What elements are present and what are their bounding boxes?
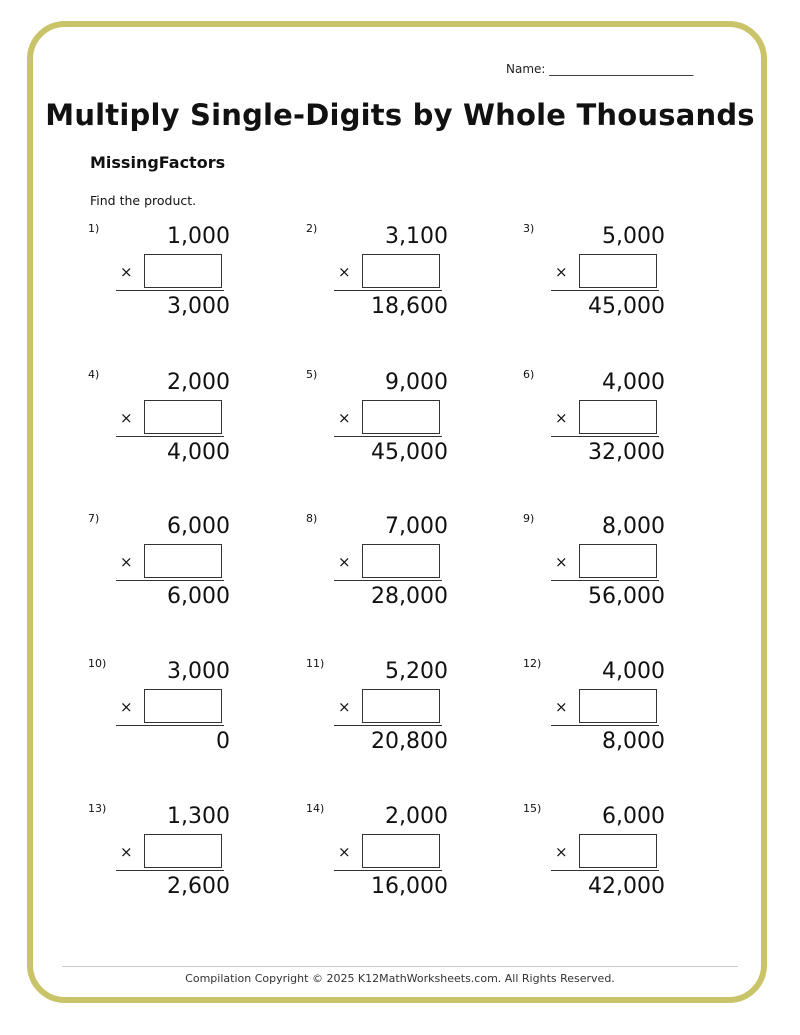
product-rule bbox=[551, 870, 659, 871]
problem-factor: 8,000 bbox=[602, 514, 665, 539]
problem-factor: 6,000 bbox=[602, 804, 665, 829]
missing-factor-box[interactable] bbox=[362, 689, 440, 723]
missing-factor-box[interactable] bbox=[362, 400, 440, 434]
problem-number: 10) bbox=[88, 657, 107, 670]
problem-item bbox=[88, 368, 288, 478]
problem-item bbox=[523, 512, 723, 622]
missing-factor-box[interactable] bbox=[144, 400, 222, 434]
problem-factor: 1,300 bbox=[167, 804, 230, 829]
missing-factor-box[interactable] bbox=[144, 254, 222, 288]
problem-product: 56,000 bbox=[588, 584, 665, 609]
multiply-sign: × bbox=[120, 409, 133, 427]
product-rule bbox=[116, 725, 224, 726]
missing-factor-box[interactable] bbox=[579, 544, 657, 578]
problem-item bbox=[523, 368, 723, 478]
problem-item bbox=[306, 802, 506, 912]
problem-number: 1) bbox=[88, 222, 100, 235]
missing-factor-box[interactable] bbox=[579, 834, 657, 868]
problem-item bbox=[88, 657, 288, 767]
problem-number: 11) bbox=[306, 657, 325, 670]
problem-number: 8) bbox=[306, 512, 318, 525]
problem-factor: 4,000 bbox=[602, 370, 665, 395]
multiply-sign: × bbox=[120, 263, 133, 281]
problem-product: 16,000 bbox=[371, 874, 448, 899]
problem-product: 0 bbox=[216, 729, 230, 754]
problem-product: 28,000 bbox=[371, 584, 448, 609]
problem-factor: 2,000 bbox=[385, 804, 448, 829]
multiply-sign: × bbox=[555, 409, 568, 427]
problem-number: 4) bbox=[88, 368, 100, 381]
product-rule bbox=[551, 725, 659, 726]
missing-factor-box[interactable] bbox=[144, 544, 222, 578]
problem-item bbox=[306, 222, 506, 332]
multiply-sign: × bbox=[555, 263, 568, 281]
missing-factor-box[interactable] bbox=[579, 400, 657, 434]
missing-factor-box[interactable] bbox=[579, 689, 657, 723]
product-rule bbox=[334, 580, 442, 581]
product-rule bbox=[551, 290, 659, 291]
problem-item bbox=[523, 802, 723, 912]
problem-product: 3,000 bbox=[167, 294, 230, 319]
problem-factor: 2,000 bbox=[167, 370, 230, 395]
problem-factor: 7,000 bbox=[385, 514, 448, 539]
problem-factor: 5,000 bbox=[602, 224, 665, 249]
problem-product: 8,000 bbox=[602, 729, 665, 754]
problem-product: 20,800 bbox=[371, 729, 448, 754]
problem-item bbox=[88, 512, 288, 622]
problem-factor: 4,000 bbox=[602, 659, 665, 684]
instructions: Find the product. bbox=[90, 193, 197, 208]
worksheet-title: Multiply Single-Digits by Whole Thousands bbox=[45, 98, 755, 132]
product-rule bbox=[334, 870, 442, 871]
product-rule bbox=[116, 580, 224, 581]
problem-product: 42,000 bbox=[588, 874, 665, 899]
problem-number: 14) bbox=[306, 802, 325, 815]
product-rule bbox=[116, 290, 224, 291]
problem-product: 32,000 bbox=[588, 440, 665, 465]
problem-item bbox=[306, 368, 506, 478]
missing-factor-box[interactable] bbox=[362, 834, 440, 868]
missing-factor-box[interactable] bbox=[144, 834, 222, 868]
problem-item bbox=[523, 657, 723, 767]
multiply-sign: × bbox=[555, 553, 568, 571]
problem-factor: 5,200 bbox=[385, 659, 448, 684]
problem-product: 45,000 bbox=[371, 440, 448, 465]
problem-product: 6,000 bbox=[167, 584, 230, 609]
worksheet-subtitle: MissingFactors bbox=[90, 153, 226, 172]
multiply-sign: × bbox=[120, 698, 133, 716]
product-rule bbox=[334, 436, 442, 437]
multiply-sign: × bbox=[338, 698, 351, 716]
problem-item bbox=[306, 657, 506, 767]
multiply-sign: × bbox=[120, 843, 133, 861]
problem-product: 2,600 bbox=[167, 874, 230, 899]
problem-item bbox=[88, 802, 288, 912]
problem-factor: 1,000 bbox=[167, 224, 230, 249]
problem-product: 45,000 bbox=[588, 294, 665, 319]
multiply-sign: × bbox=[338, 553, 351, 571]
product-rule bbox=[116, 870, 224, 871]
problem-item bbox=[306, 512, 506, 622]
problem-number: 13) bbox=[88, 802, 107, 815]
problem-number: 6) bbox=[523, 368, 535, 381]
multiply-sign: × bbox=[120, 553, 133, 571]
problem-number: 5) bbox=[306, 368, 318, 381]
multiply-sign: × bbox=[555, 843, 568, 861]
missing-factor-box[interactable] bbox=[362, 254, 440, 288]
product-rule bbox=[334, 725, 442, 726]
product-rule bbox=[334, 290, 442, 291]
problem-number: 2) bbox=[306, 222, 318, 235]
problem-number: 3) bbox=[523, 222, 535, 235]
problem-factor: 3,100 bbox=[385, 224, 448, 249]
problem-item bbox=[88, 222, 288, 332]
product-rule bbox=[551, 436, 659, 437]
problem-item bbox=[523, 222, 723, 332]
problem-number: 7) bbox=[88, 512, 100, 525]
product-rule bbox=[551, 580, 659, 581]
multiply-sign: × bbox=[338, 263, 351, 281]
problem-factor: 3,000 bbox=[167, 659, 230, 684]
product-rule bbox=[116, 436, 224, 437]
missing-factor-box[interactable] bbox=[144, 689, 222, 723]
problem-product: 18,600 bbox=[371, 294, 448, 319]
problem-factor: 6,000 bbox=[167, 514, 230, 539]
problem-number: 12) bbox=[523, 657, 542, 670]
problem-number: 15) bbox=[523, 802, 542, 815]
footer-copyright: Compilation Copyright © 2025 K12MathWorksheets.com. All Rights Reserved. bbox=[185, 972, 615, 985]
missing-factor-box[interactable] bbox=[362, 544, 440, 578]
multiply-sign: × bbox=[338, 843, 351, 861]
problem-number: 9) bbox=[523, 512, 535, 525]
problem-factor: 9,000 bbox=[385, 370, 448, 395]
footer-divider bbox=[62, 966, 738, 967]
missing-factor-box[interactable] bbox=[579, 254, 657, 288]
multiply-sign: × bbox=[555, 698, 568, 716]
multiply-sign: × bbox=[338, 409, 351, 427]
name-field-label: Name: ________________________ bbox=[506, 62, 694, 76]
problem-product: 4,000 bbox=[167, 440, 230, 465]
